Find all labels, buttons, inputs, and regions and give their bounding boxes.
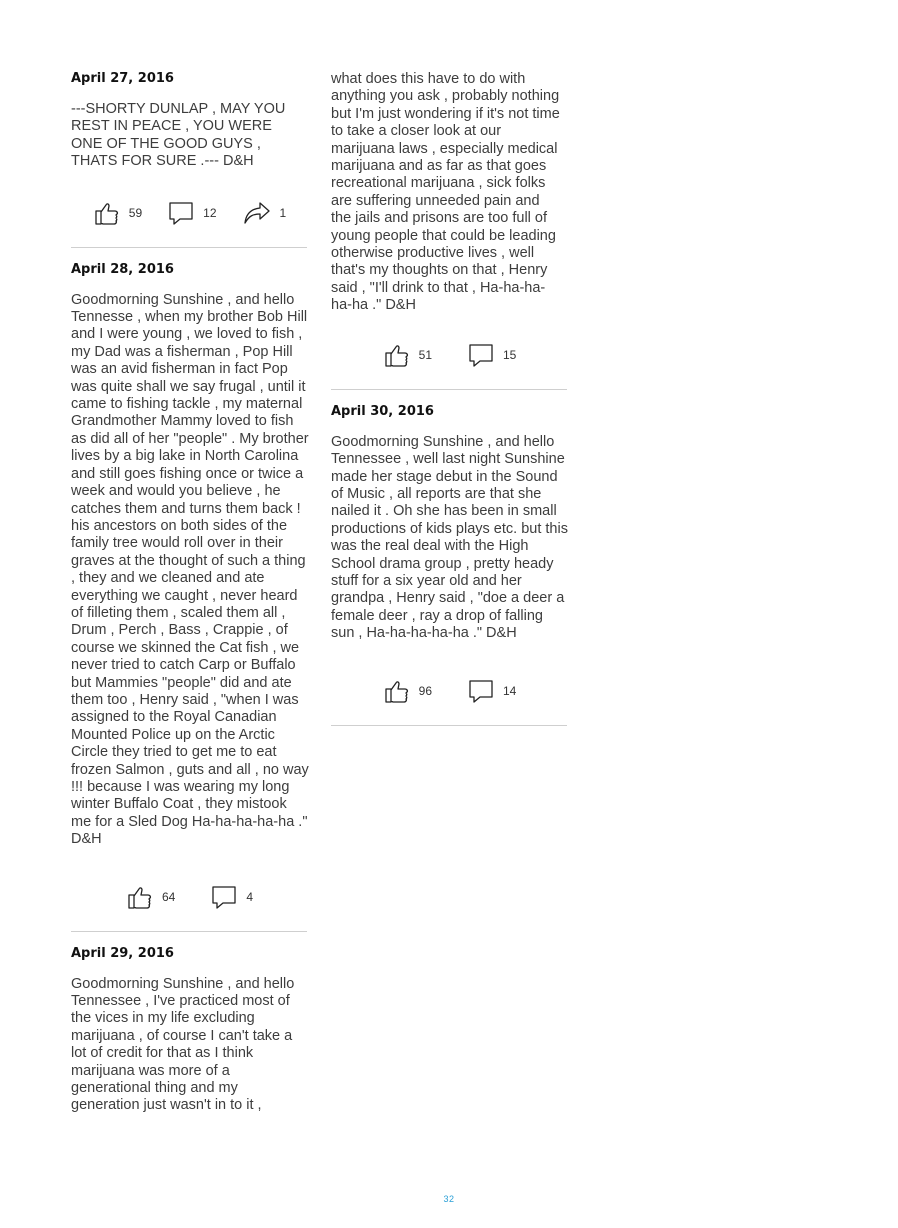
comment-button[interactable] [168, 200, 216, 226]
like-count: 51 [418, 347, 432, 362]
comment-button[interactable] [468, 678, 516, 704]
post-date: April 30, 2016 [331, 403, 434, 419]
divider [71, 247, 307, 248]
like-button[interactable] [384, 678, 432, 704]
post-april-29 [71, 946, 309, 1115]
share-count: 1 [279, 205, 287, 220]
reaction-bar [71, 877, 309, 917]
page-number: 32 [443, 1194, 455, 1204]
reaction-bar [71, 193, 309, 233]
like-count: 96 [418, 683, 432, 698]
comment-icon [468, 678, 494, 704]
divider [71, 931, 307, 932]
comment-count: 15 [503, 347, 517, 362]
post-date: April 27, 2016 [71, 71, 174, 86]
reaction-bar [331, 335, 569, 375]
comment-count: 14 [503, 683, 517, 698]
post-april-27 [71, 71, 309, 248]
comment-button[interactable] [468, 342, 516, 368]
thumbs-up-icon [127, 884, 153, 910]
thumbs-up-icon [384, 678, 410, 704]
like-count: 64 [161, 889, 176, 904]
post-april-28 [71, 262, 309, 932]
share-button[interactable] [243, 200, 287, 226]
comment-count: 4 [246, 889, 254, 904]
right-column [331, 71, 569, 740]
post-april-30 [331, 404, 569, 726]
post-text: Goodmorning Sunshine , and hello Tennesse , when my brother Bob Hill and I were young , we loved to fish , my Dad was a fisherman , Pop Hill was an avid fisherman in fact Pop was quite shall we say frugal , until it came to fishing tackle , my maternal Grandmother Mammy loved to fish as did all of her "people" . My brother lives by a big lake in North Carolina and still goes fishing once or twice a week and would you believe , he catches them and turns them back ! his ancestors on both sides of the family tree would roll over in their graves at the thought of such a thing , they and we cleaned and ate everything we caught , never heard of filleting them , scaled them all , Drum , Perch , Bass , Crappie , of course we skinned the Cat fish , we never tried to catch Carp or Buffalo but Mammies "people" did and ate them too , Henry said , "when I was assigned to the Royal Canadian Mounted Police up on the Arctic Circle they tried to get me to eat frozen Salmon , guts and all , no way !!! because I was wearing my long winter Buffalo Coat , they mistook me for a Sled Dog Ha-ha-ha-ha-ha ." D&H [71, 291, 309, 848]
post-date: April 28, 2016 [71, 261, 174, 277]
like-button[interactable] [127, 884, 175, 910]
post-text: what does this have to do with anything you ask , probably nothing but I'm just wondering if it's not time to take a closer look at our marijuana laws , especially medical marijuana and as far as that goes recreational marijuana , sick folks are suffering unneeded pain and the jails and prisons are too full of young people that could be leading otherwise productive lives , well that's my thoughts on that , Henry said , "I'll drink to that , Ha-ha-ha-ha-ha ." D&H [331, 71, 560, 314]
post-date: April 29, 2016 [71, 945, 174, 961]
comment-count: 12 [203, 205, 217, 220]
left-column [71, 71, 309, 1115]
post-text: ---SHORTY DUNLAP , MAY YOU REST IN PEACE , YOU WERE ONE OF THE GOOD GUYS , THATS FOR SURE .--- D&H [71, 101, 286, 170]
like-button[interactable] [94, 200, 142, 226]
thumbs-up-icon [94, 200, 120, 226]
comment-button[interactable] [211, 884, 253, 910]
reaction-bar [331, 671, 569, 711]
post-april-29-continued [331, 71, 569, 390]
post-text: Goodmorning Sunshine , and hello Tennessee , well last night Sunshine made her stage debut in the Sound of Music , all reports are that she nailed it . Oh she has been in small productions of kids plays etc. but this was the real deal with the High School drama group , pretty heady stuff for a six year old and her grandpa , Henry said , "doe a deer a female deer , ray a drop of falling sun , Ha-ha-ha-ha-ha ." D&H [331, 433, 568, 642]
divider [331, 389, 567, 390]
like-button[interactable] [384, 342, 432, 368]
thumbs-up-icon [384, 342, 410, 368]
like-count: 59 [128, 205, 143, 220]
comment-icon [211, 884, 237, 910]
comment-icon [468, 342, 494, 368]
share-icon [243, 200, 271, 226]
divider [331, 725, 567, 726]
comment-icon [168, 200, 194, 226]
post-text: Goodmorning Sunshine , and hello Tennessee , I've practiced most of the vices in my life excluding marijuana , of course I can't take a lot of credit for that as I think marijuana was more of a generational thing and my generation just wasn't in to it , [71, 975, 295, 1114]
